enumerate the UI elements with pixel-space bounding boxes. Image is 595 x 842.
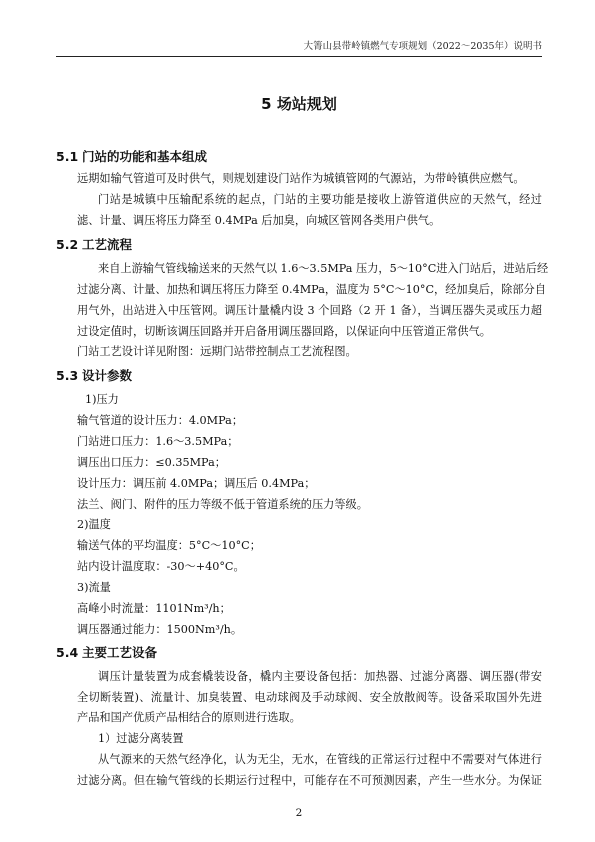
list-subheading: 1)压力 xyxy=(85,393,119,406)
parameter-line: 设计压力：调压前 4.0MPa；调压后 0.4MPa； xyxy=(77,477,316,490)
paragraph-line: 产品和国产优质产品相结合的原则进行选取。 xyxy=(77,711,301,724)
page-number: 2 xyxy=(295,807,303,819)
section-heading-5-3 xyxy=(56,368,132,384)
parameter-line: 高峰小时流量：1101Nm³/h； xyxy=(77,602,231,615)
paragraph-line: 来自上游输气管线输送来的天然气以 1.6～3.5MPa 压力，5～10°C进入门站后，进站后经 xyxy=(98,262,549,275)
paragraph-line: 过设定值时，切断该调压回路并开启备用调压器回路，以保证向中压管道正常供气。 xyxy=(77,325,491,338)
parameter-line: 门站进口压力：1.6～3.5MPa； xyxy=(77,435,239,448)
paragraph-line: 从气源来的天然气经净化，认为无尘，无水，在管线的正常运行过程中不需要对气体进行 xyxy=(98,753,542,766)
parameter-line: 输气管道的设计压力：4.0MPa； xyxy=(77,414,244,427)
chapter-title: 5 场站规划 xyxy=(261,95,337,113)
parameter-line: 调压出口压力：≤0.35MPa； xyxy=(77,456,226,469)
paragraph-line: 调压计量装置为成套橇装设备，橇内主要设备包括：加热器、过滤分离器、调压器(带安 xyxy=(98,670,542,683)
section-number: 5.2 xyxy=(56,237,79,252)
paragraph-line: 过滤分离、计量、加热和调压将压力降至 0.4MPa，温度为 5°C～10°C，经加臭后，除部分自 xyxy=(77,283,546,296)
section-number: 5.4 xyxy=(56,645,79,660)
paragraph-line: 远期如输气管道可及时供气，则规划建设门站作为城镇管网的气源站，为带岭镇供应燃气。 xyxy=(77,172,525,185)
section-title: 门站的功能和基本组成 xyxy=(82,149,208,164)
parameter-line: 调压器通过能力：1500Nm³/h。 xyxy=(77,623,243,636)
section-number: 5.3 xyxy=(56,368,79,383)
paragraph-line: 过滤分离。但在输气管线的长期运行过程中，可能存在不可预测因素，产生一些水分。为保证 xyxy=(77,774,542,787)
paragraph-line: 门站是城镇中压输配系统的起点，门站的主要功能是接收上游管道供应的天然气，经过 xyxy=(98,193,542,206)
parameter-line: 法兰、阀门、附件的压力等级不低于管道系统的压力等级。 xyxy=(77,498,368,511)
list-subheading: 3)流量 xyxy=(77,581,111,594)
parameter-line: 站内设计温度取：-30～+40°C。 xyxy=(77,560,245,573)
list-subheading: 2)温度 xyxy=(77,518,111,531)
section-number: 5.1 xyxy=(56,149,79,164)
section-heading-5-2 xyxy=(56,237,132,253)
parameter-line: 输送气体的平均温度：5°C～10°C； xyxy=(77,539,261,552)
section-title: 工艺流程 xyxy=(82,237,133,252)
paragraph-line: 用气外，出站进入中压管网。调压计量橇内设 3 个回路（2 开 1 备），当调压器失灵或压力超 xyxy=(77,304,542,317)
section-title: 主要工艺设备 xyxy=(82,645,158,660)
running-header: 大箐山县带岭镇燃气专项规划（2022～2035年）说明书 xyxy=(303,41,542,52)
header-rule xyxy=(56,56,542,57)
paragraph-line: 全切断装置)、流量计、加臭装置、电动球阀及手动球阀、安全放散阀等。设备采取国外先进 xyxy=(77,691,542,704)
section-heading-5-1 xyxy=(56,149,207,165)
section-title: 设计参数 xyxy=(82,368,133,383)
list-subheading: 1）过滤分离装置 xyxy=(98,732,184,745)
paragraph-line: 滤、计量、调压将压力降至 0.4MPa 后加臭，向城区管网各类用户供气。 xyxy=(77,214,441,227)
section-heading-5-4 xyxy=(56,645,157,661)
paragraph-line: 门站工艺设计详见附图：远期门站带控制点工艺流程图。 xyxy=(77,345,357,358)
